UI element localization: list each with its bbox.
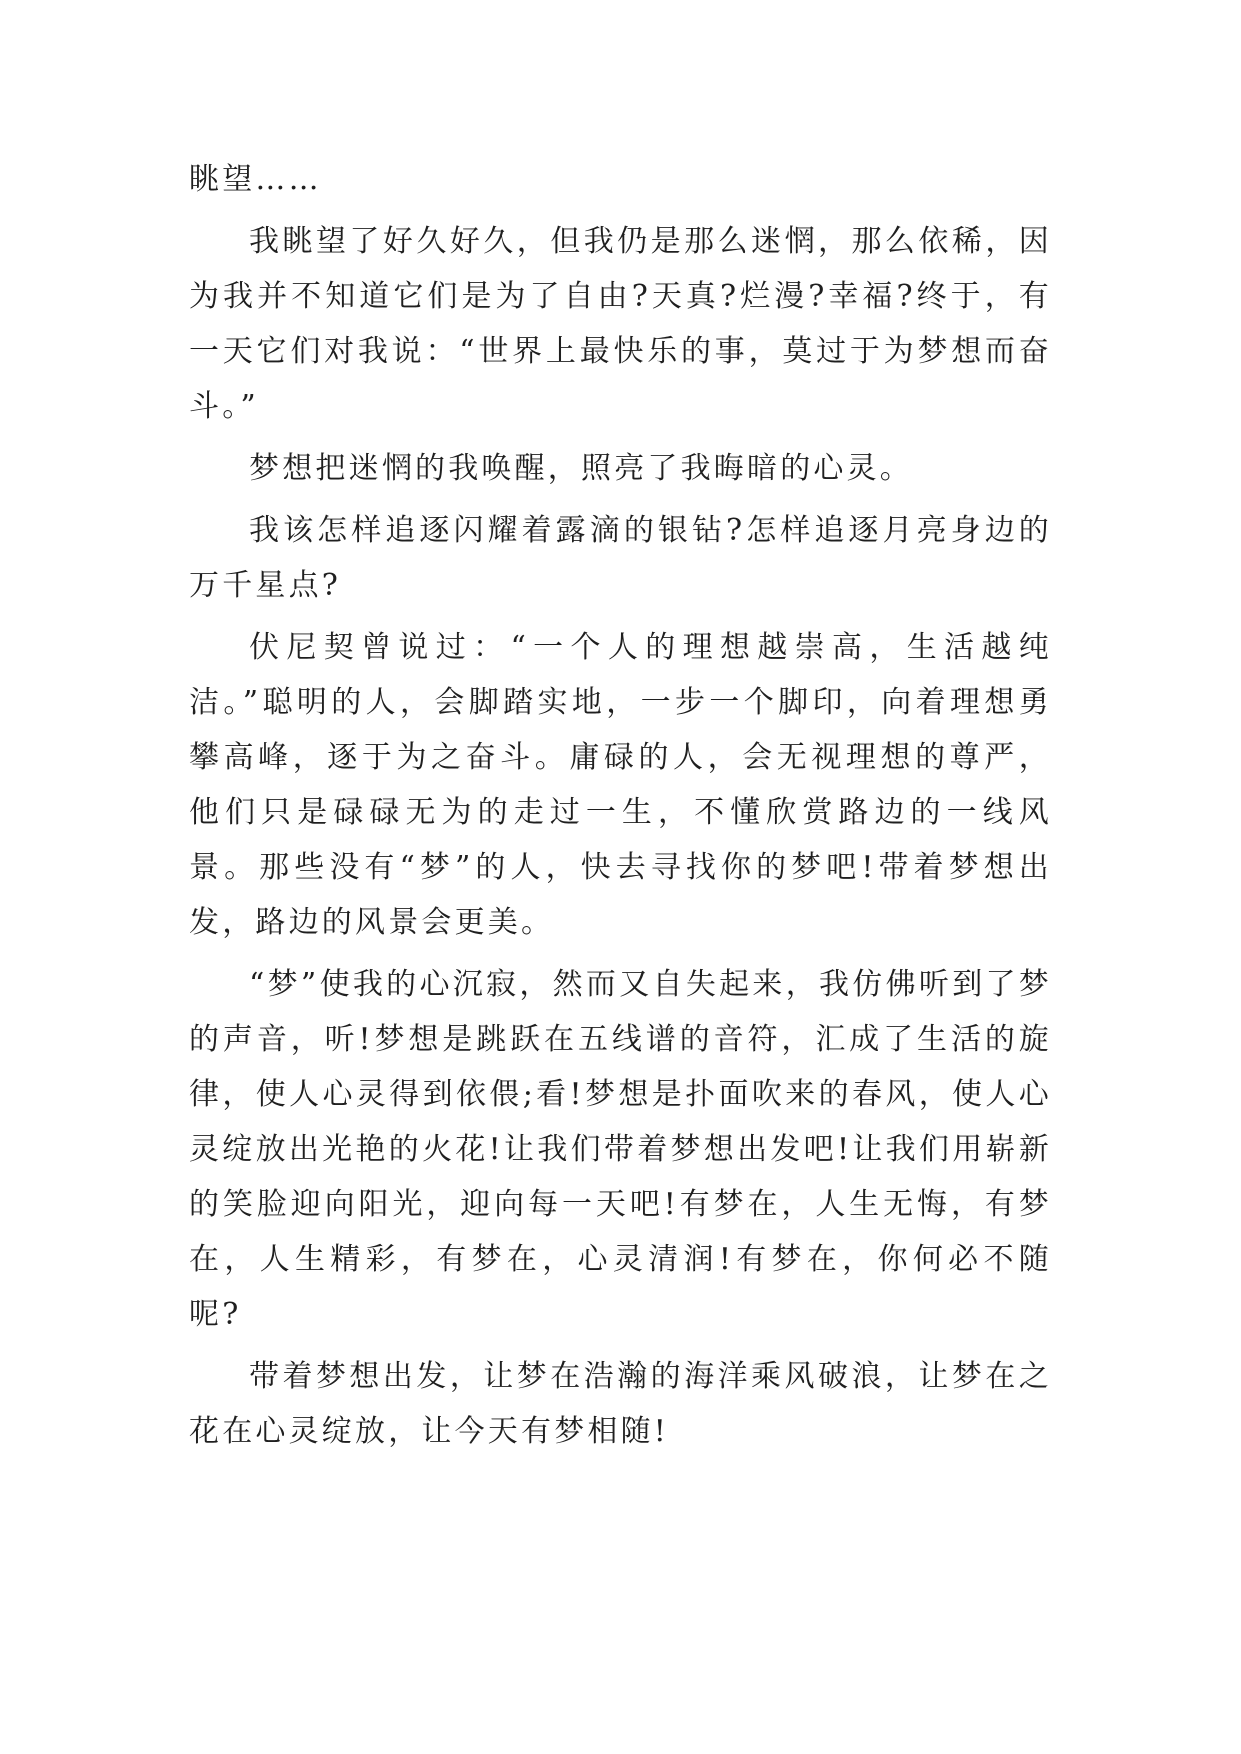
paragraph: 梦想把迷惘的我唤醒，照亮了我晦暗的心灵。 <box>249 451 913 486</box>
paragraph: 眺望…… <box>189 162 322 197</box>
paragraph: 伏尼契曾说过：“一个人的理想越崇高，生活越纯洁。”聪明的人，会脚踏实地，一步一个脚印，向着理想勇攀高峰，逐于为之奋斗。庸碌的人，会无视理想的尊严，他们只是碌碌无为的走过一生，不懂欣赏路边的一线风景。那些没有“梦”的人，快去寻找你的梦吧!带着梦想出发，路边的风景会更美。 <box>189 630 1052 940</box>
paragraph: 我眺望了好久好久，但我仍是那么迷惘，那么依稀，因为我并不知道它们是为了自由?天真?烂漫?幸福?终于，有一天它们对我说：“世界上最快乐的事，莫过于为梦想而奋斗。” <box>189 224 1052 424</box>
paragraph: 我该怎样追逐闪耀着露滴的银钻?怎样追逐月亮身边的万千星点? <box>189 513 1052 603</box>
paragraph: 带着梦想出发，让梦在浩瀚的海洋乘风破浪，让梦在之花在心灵绽放，让今天有梦相随! <box>189 1359 1052 1449</box>
document-body <box>189 152 1052 1466</box>
paragraph: “梦”使我的心沉寂，然而又自失起来，我仿佛听到了梦的声音，听!梦想是跳跃在五线谱的音符，汇成了生活的旋律，使人心灵得到依偎;看!梦想是扑面吹来的春风，使人心灵绽放出光艳的火花!让我们带着梦想出发吧!让我们用崭新的笑脸迎向阳光，迎向每一天吧!有梦在，人生无悔，有梦在，人生精彩，有梦在，心灵清润!有梦在，你何必不随呢? <box>189 967 1052 1332</box>
